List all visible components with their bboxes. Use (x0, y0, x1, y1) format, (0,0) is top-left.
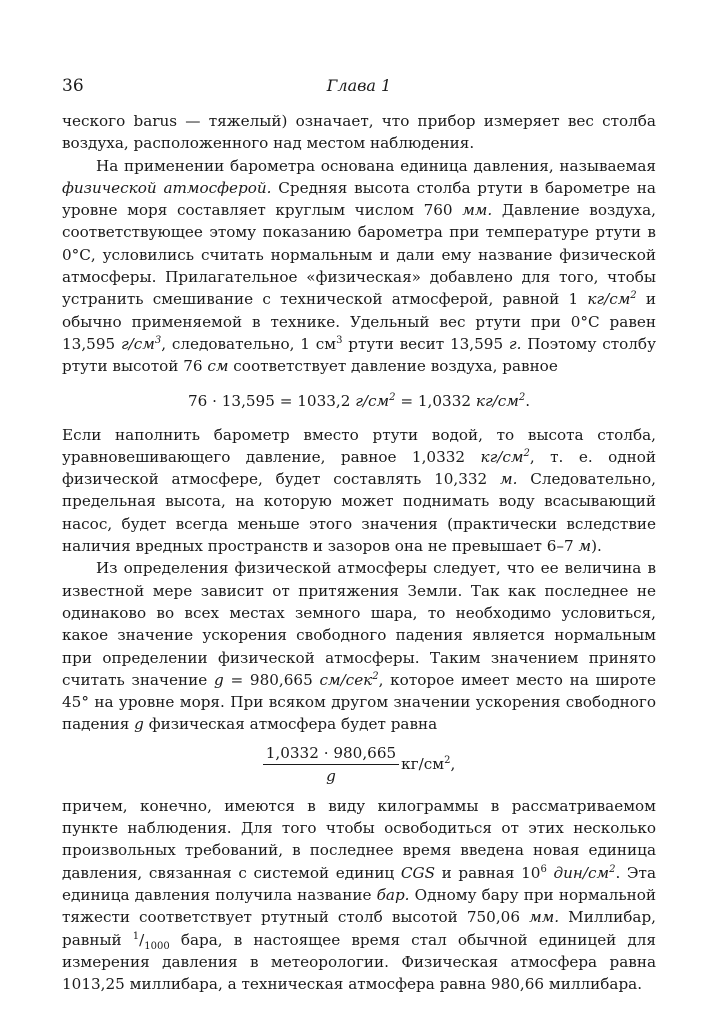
page-body (62, 110, 656, 995)
fraction-denominator: g (326, 766, 336, 785)
chapter-title: Глава 1 (326, 76, 392, 95)
fraction-unit: $кг/см^2$, (401, 755, 456, 774)
fraction (263, 744, 399, 785)
term-physical-atmosphere: физической атмосферой. (62, 178, 272, 197)
paragraph-1: ческого barus — тяжелый) означает, что прибор измеряет вес столба воздуха, расположенного над местом наблюдения. (62, 112, 656, 153)
fraction-numerator: 1,0332 · 980,665 (263, 744, 399, 765)
paragraph-5: причем, конечно, имеются в виду килограммы в рассматриваемом пункте наблюдения. Для того чтобы освободиться от этих несколько произвольных требований, в последнее время введена новая единица давления, связанная с системой единиц CGS и равная $10^6$ дин/$см^2$. Эта единица давления получила название бар. Одному бару при нормальной тяжести соответствует ртутный столб высотой 750,06 мм. Миллибар, равный $^1/_{1000}$ бара, в настоящее время стал обычной единицей для измерения давления в метеорологии. Физическая атмосфера равна 1013,25 миллибара, а техническая атмосфера равна 980,66 миллибара. (62, 796, 657, 994)
formula-atmosphere-fraction (62, 744, 656, 785)
page-number: 36 (62, 76, 84, 96)
paragraph-4: Из определения физической атмосферы следует, что ее величина в известной мере зависит от притяжения Земли. Так как последнее не одинаково во всех местах земного шара, то необходимо условиться, какое значение ускорения свободного падения является нормальным при определении физической атмосферы. Таким значением принято считать значение g = 980,665 см/сек$^2$, которое имеет место на широте 45° на уровне моря. При всяком другом значении ускорения свободного падения g физическая атмосфера будет равна (62, 559, 656, 734)
formula-mercury-pressure: 76 · 13,595 = 1033,2 $г/см^2 = 1,0332$ $кг/см^2$. (187, 391, 531, 410)
paragraph-3: Если наполнить барометр вместо ртути водой, то высота столба, уравновешивающего давление, равное 1,0332 $кг/см^2$, т. е. одной физической атмосфере, будет составлять 10,332 м. Следовательно, предельная высота, на которую может поднимать воду всасывающий насос, будет всегда меньше этого значения (практически вследствие наличия вредных пространств и зазоров она не превышает 6–7 м). (62, 425, 656, 556)
page-header (62, 76, 656, 100)
paragraph-2: На применении барометра основана единица давления, называемая физической атмосферой. Средняя высота столба ртути в барометре на уровне моря составляет круглым числом 760 мм. Давление воздуха, соответствующее этому показанию барометра при температуре ртути в 0°С, условились считать нормальным и дали ему название физической атмосферы. Прилагательное «физическая» добавлено для того, чтобы устранить смешивание с технической атмосферой, равной 1 $кг/см^2$ и обычно применяемой в технике. Удельный вес ртути при 0°С равен 13,595 $г/см^3$, следовательно, 1 $см^3$ ртути весит 13,595 г. Поэтому столбу ртути высотой 76 см соответствует давление воздуха, равное (62, 156, 656, 376)
